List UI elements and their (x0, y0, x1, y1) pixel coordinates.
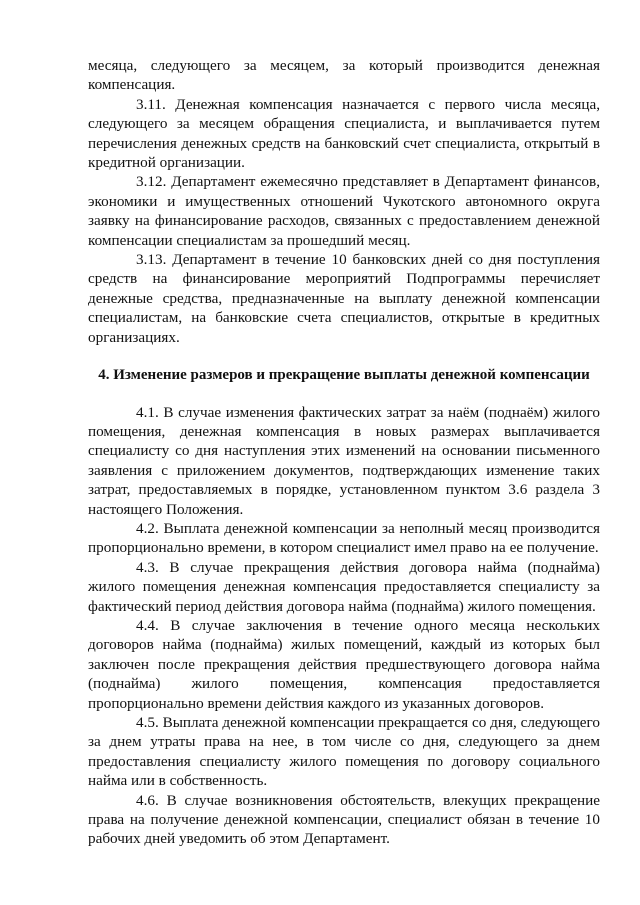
paragraph-3-11: 3.11. Денежная компенсация назначается с первого числа месяца, следующего за месяцем обращения специалиста, и выплачивается путем перечисления денежных средств на банковский счет специалиста, открытый в кредитной организации. (88, 95, 600, 172)
paragraph-4-5: 4.5. Выплата денежной компенсации прекращается со дня, следующего за днем утраты права на нее, в том числе со дня, следующего за днем предоставления специалисту жилого помещения по договору социального найма или в собственность. (88, 714, 600, 790)
document-page (88, 56, 600, 849)
paragraph-continuation: месяца, следующего за месяцем, за который производится денежная компенсация. (88, 57, 600, 94)
paragraph-4-4: 4.4. В случае заключения в течение одного месяца нескольких договоров найма (поднайма) жилых помещений, каждый из которых был заключен после прекращения действия предшествующего договора найма (поднайма) жилого помещения, компенсация предоставляется пропорционально времени действия каждого из указанных договоров. (88, 616, 600, 712)
paragraph-3-12: 3.12. Департамент ежемесячно представляет в Департамент финансов, экономики и имущественных отношений Чукотского автономного округа заявку на финансирование расходов, связанных с предоставлением денежной компенсации специалистам за прошедший месяц. (88, 173, 600, 249)
paragraph-3-13: 3.13. Департамент в течение 10 банковских дней со дня поступления средств на финансирование мероприятий Подпрограммы перечисляет денежные средства, предназначенные на выплату денежной компенсации специалистам, на банковские счета специалистов, открытые в кредитных организациях. (88, 251, 600, 346)
paragraph-4-1: 4.1. В случае изменения фактических затрат за наём (поднаём) жилого помещения, денежная компенсация в новых размерах выплачивается специалисту со дня наступления этих изменений на основании письменного заявления с приложением документов, подтверждающих изменение таких затрат, предоставляемых в порядке, установленном пунктом 3.6 раздела 3 настоящего Положения. (88, 403, 600, 518)
paragraph-4-3: 4.3. В случае прекращения действия договора найма (поднайма) жилого помещения денежная компенсация предоставляется специалисту за фактический период действия договора найма (поднайма) жилого помещения. (88, 558, 600, 615)
paragraph-4-2: 4.2. Выплата денежной компенсации за неполный месяц производится пропорционально времени, в котором специалист имел право на ее получение. (88, 519, 600, 557)
paragraph-4-6: 4.6. В случае возникновения обстоятельств, влекущих прекращение права на получение денежной компенсации, специалист обязан в течение 10 рабочих дней уведомить об этом Департамент. (88, 791, 600, 848)
section-heading: 4. Изменение размеров и прекращение выплаты денежной компенсации (98, 367, 590, 384)
